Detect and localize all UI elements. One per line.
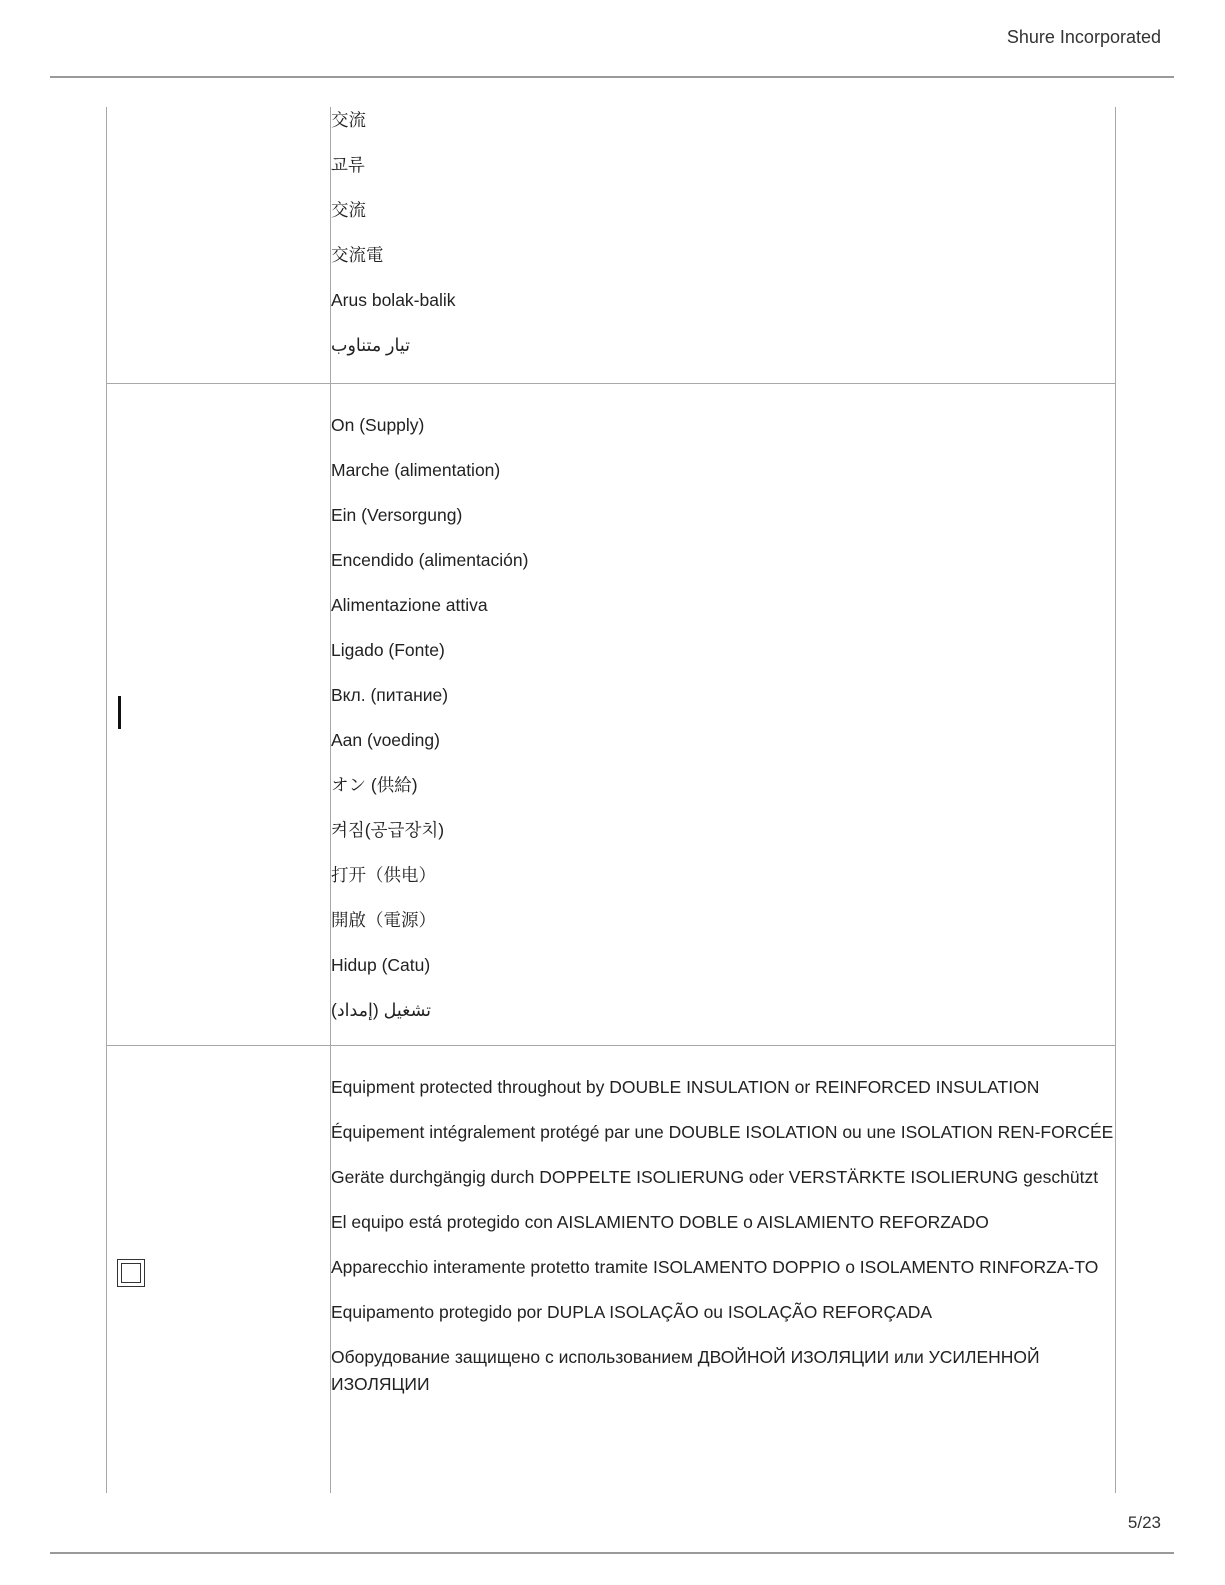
footer-divider — [50, 1552, 1174, 1554]
term-text: 開啟（電源） — [331, 910, 436, 930]
term-text: Ein (Versorgung) — [331, 505, 463, 525]
term-text: 交流 — [331, 200, 366, 220]
page-number: 5/23 — [1127, 1513, 1161, 1532]
terms-cell — [331, 1046, 1116, 1494]
symbol-cell — [107, 107, 331, 384]
on-supply-icon — [118, 696, 121, 729]
term-text: Hidup (Catu) — [331, 955, 431, 975]
header-company-name: Shure Incorporated — [1006, 27, 1161, 47]
table-row — [107, 107, 1116, 384]
term-text: Geräte durchgängig durch DOPPELTE ISOLIERUNG oder VERSTÄRKTE ISOLIERUNG geschützt — [331, 1167, 1099, 1187]
term-text: 交流電 — [331, 245, 384, 265]
symbol-cell — [107, 1046, 331, 1494]
term-text: Equipamento protegido por DUPLA ISOLAÇÃO ou ISOLAÇÃO REFORÇADA — [331, 1302, 933, 1322]
term-text: オン (供給) — [331, 775, 418, 795]
term-text: Оборудование защищено с использованием ДВОЙНОЙ ИЗОЛЯЦИИ или УСИЛЕННОЙ ИЗОЛЯЦИИ — [331, 1347, 1040, 1394]
term-text: 打开（供电） — [331, 865, 436, 885]
double-insulation-icon — [117, 1259, 145, 1287]
term-text: Marche (alimentation) — [331, 460, 501, 480]
term-text: El equipo está protegido con AISLAMIENTO DOBLE o AISLAMIENTO REFORZADO — [331, 1212, 989, 1232]
term-text: Apparecchio interamente protetto tramite ISOLAMENTO DOPPIO o ISOLAMENTO RINFORZA-TO — [331, 1257, 1099, 1277]
header-divider — [50, 76, 1174, 78]
symbol-cell — [107, 384, 331, 1046]
term-text: تشغيل (إمداد) — [331, 1000, 432, 1020]
term-text: Aan (voeding) — [331, 730, 440, 750]
term-text: Вкл. (питание) — [331, 685, 449, 705]
terms-cell — [331, 107, 1116, 384]
symbols-table — [106, 107, 1116, 1493]
terms-cell — [331, 384, 1116, 1046]
term-text: Arus bolak-balik — [331, 290, 456, 310]
term-text: Équipement intégralement protégé par une DOUBLE ISOLATION ou une ISOLATION REN-FORCÉE — [331, 1122, 1114, 1142]
term-text: Ligado (Fonte) — [331, 640, 445, 660]
term-text: Alimentazione attiva — [331, 595, 488, 615]
term-text: 교류 — [331, 155, 365, 175]
table-row — [107, 384, 1116, 1046]
term-text: 交流 — [331, 110, 366, 130]
term-text: تيار متناوب — [331, 335, 410, 355]
term-text: Encendido (alimentación) — [331, 550, 529, 570]
table-row — [107, 1046, 1116, 1494]
term-text: 켜짐(공급장치) — [331, 820, 445, 840]
term-text: On (Supply) — [331, 415, 425, 435]
term-text: Equipment protected throughout by DOUBLE INSULATION or REINFORCED INSULATION — [331, 1077, 1040, 1097]
